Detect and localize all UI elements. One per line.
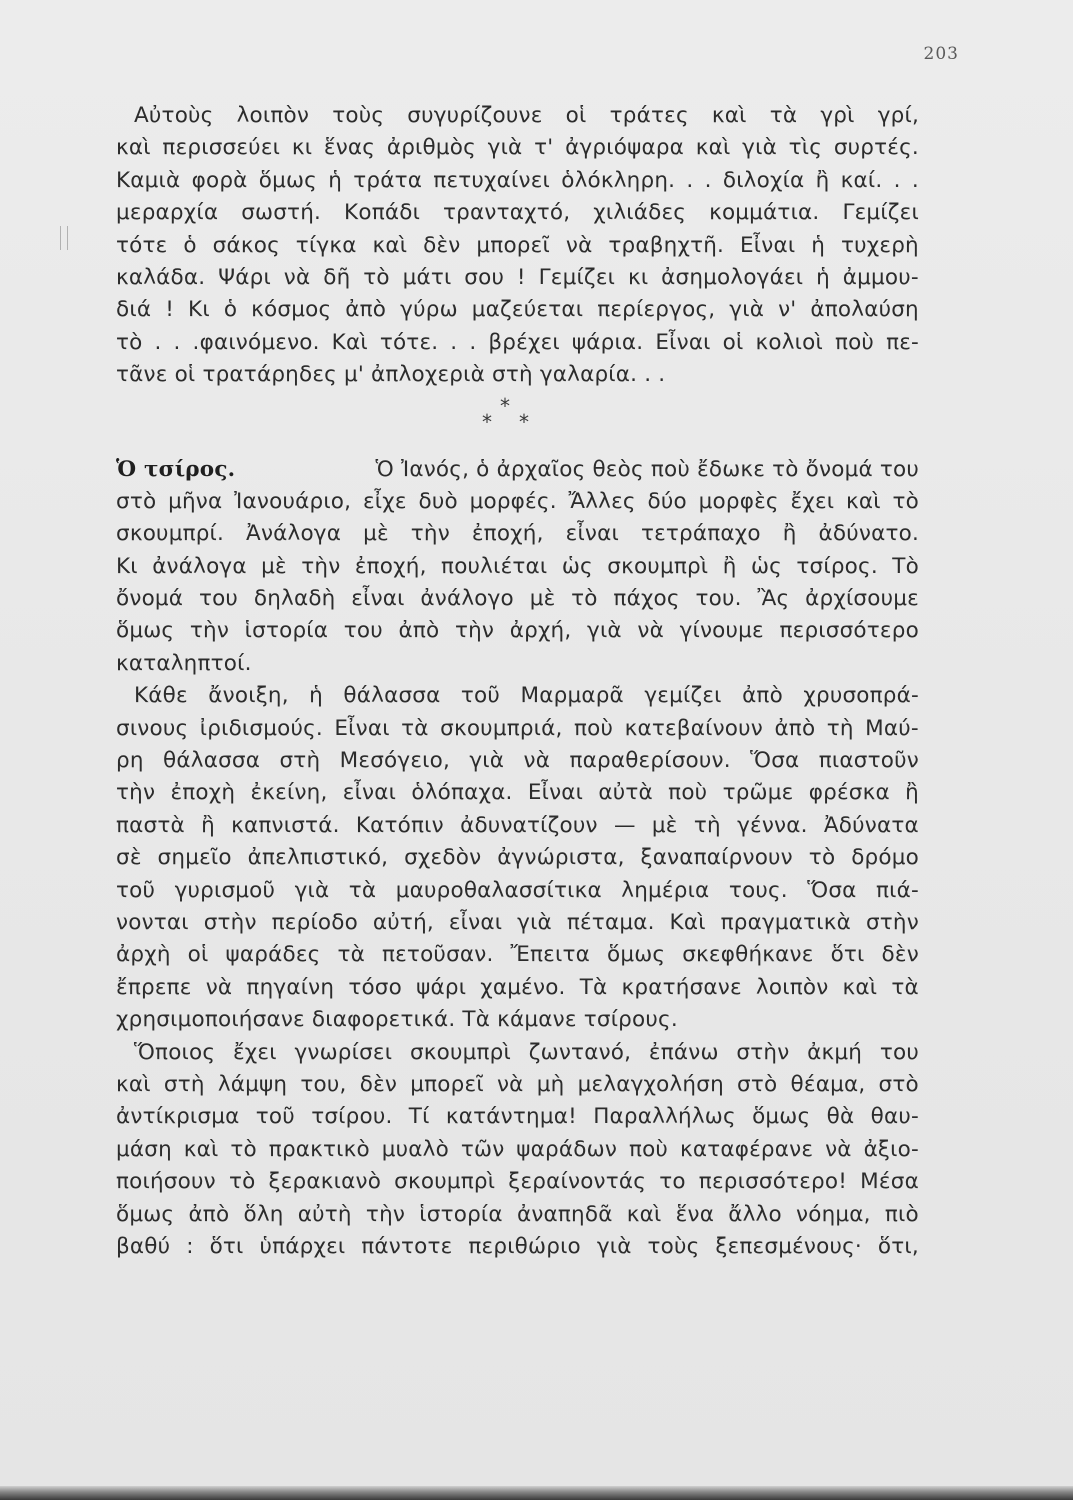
scan-bottom-edge xyxy=(0,1486,1073,1500)
asterisk: * xyxy=(519,409,530,434)
text-line: παστὰ ἢ καπνιστά. Κατόπιν ἀδυνατίζουν — μὲ τὴ γέννα. Ἀδύνατα xyxy=(116,812,919,838)
text-line: ἀρχὴ οἱ ψαράδες τὰ πετοῦσαν. Ἔπειτα ὅμως σκεφθήκανε ὅτι δὲν xyxy=(116,942,919,968)
text-line: σκουμπρί. Ἀνάλογα μὲ τὴν ἐποχή, εἶναι τετράπαχο ἢ ἀδύνατο. xyxy=(116,521,919,547)
margin-mark xyxy=(60,226,68,250)
text-line: Καμιὰ φορὰ ὅμως ἡ τράτα πετυχαίνει ὁλόκληρη. . . διλοχία ἢ καί. . . xyxy=(116,167,919,193)
text-line: νονται στὴν περίοδο αὐτή, εἶναι γιὰ πέταμα. Καὶ πραγματικὰ στὴν xyxy=(116,909,919,935)
text-line: Κι ἀνάλογα μὲ τὴν ἐποχή, πουλιέται ὡς σκουμπρὶ ἢ ὡς τσίρος. Τὸ xyxy=(116,553,919,579)
asterisk: * xyxy=(482,409,493,434)
text-line: τοῦ γυρισμοῦ γιὰ τὰ μαυροθαλασσίτικα λημέρια τους. Ὅσα πιά- xyxy=(116,877,919,903)
text-line: ὅμως τὴν ἱστορία του ἀπὸ τὴν ἀρχή, γιὰ νὰ γίνουμε περισσότερο xyxy=(116,618,919,644)
text-line: στὸ μῆνα Ἰανουάριο, εἶχε δυὸ μορφές. Ἄλλες δύο μορφὲς ἔχει καὶ τὸ xyxy=(116,488,919,514)
text-line: διά ! Κι ὁ κόσμος ἀπὸ γύρω μαζεύεται περίεργος, γιὰ ν' ἀπολαύση xyxy=(116,297,919,323)
text-line: καταληπτοί. xyxy=(116,650,252,676)
text-line xyxy=(116,454,919,486)
text-line: βαθύ : ὅτι ὑπάρχει πάντοτε περιθώριο γιὰ τοὺς ξεπεσμένους· ὅτι, xyxy=(116,1233,919,1259)
section-separator xyxy=(116,392,919,454)
text-line: ρη θάλασσα στὴ Μεσόγειο, γιὰ νὰ παραθερίσουν. Ὅσα πιαστοῦν xyxy=(116,748,919,774)
asterisk: * xyxy=(500,393,511,418)
text-line: ἀντίκρισμα τοῦ τσίρου. Τί κατάντημα! Παραλλήλως ὅμως θὰ θαυ- xyxy=(116,1104,919,1130)
text-line: τᾶνε οἱ τρατάρηδες μ' ἀπλοχεριὰ στὴ γαλαρία. . . xyxy=(116,362,666,388)
paragraph-1 xyxy=(116,100,919,392)
page-number: 203 xyxy=(923,44,959,64)
text-line: Αὐτοὺς λοιπὸν τοὺς συγυρίζουνε οἱ τράτες καὶ τὰ γρὶ γρί, xyxy=(134,103,919,128)
text-line: Κάθε ἄνοιξη, ἡ θάλασσα τοῦ Μαρμαρᾶ γεμίζει ἀπὸ χρυσοπρά- xyxy=(134,683,919,709)
paragraph-3 xyxy=(116,680,919,1036)
text-line: ὅμως ἀπὸ ὅλη αὐτὴ τὴν ἱστορία ἀναπηδᾶ καὶ ἕνα ἄλλο νόημα, πιὸ xyxy=(116,1201,919,1227)
text-line: τότε ὁ σάκος τίγκα καὶ δὲν μπορεῖ νὰ τραβηχτῆ. Εἶναι ἡ τυχερὴ xyxy=(116,232,919,258)
text-line: καὶ στὴ λάμψη του, δὲν μπορεῖ νὰ μὴ μελαγχολήση στὸ θέαμα, στὸ xyxy=(116,1071,919,1097)
text-column xyxy=(116,100,919,1263)
section-heading: Ὁ τσίρος. xyxy=(116,456,236,482)
text-line-rest: Ὁ Ἰανός, ὁ ἀρχαῖος θεὸς ποὺ ἔδωκε τὸ ὄνομά του xyxy=(375,456,919,482)
text-line: μάση καὶ τὸ πρακτικὸ μυαλὸ τῶν ψαράδων ποὺ καταφέρανε νὰ ἀξιο- xyxy=(116,1136,919,1162)
text-line: σινους ἰριδισμούς. Εἶναι τὰ σκουμπριά, ποὺ κατεβαίνουν ἀπὸ τὴ Μαύ- xyxy=(116,715,919,741)
text-line: ὄνομά του δηλαδὴ εἶναι ἀνάλογο μὲ τὸ πάχος του. Ἂς ἀρχίσουμε xyxy=(116,586,919,612)
text-line: χρησιμοποιήσανε διαφορετικά. Τὰ κάμανε τσίρους. xyxy=(116,1007,678,1033)
paragraph-2 xyxy=(116,454,919,681)
text-line: Ὅποιος ἔχει γνωρίσει σκουμπρὶ ζωντανό, ἐπάνω στὴν ἀκμή του xyxy=(134,1039,919,1065)
text-line: τὴν ἐποχὴ ἐκείνη, εἶναι ὁλόπαχα. Εἶναι αὐτὰ ποὺ τρῶμε φρέσκα ἢ xyxy=(116,780,919,806)
text-line: σὲ σημεῖο ἀπελπιστικό, σχεδὸν ἀγνώριστα, ξαναπαίρνουν τὸ δρόμο xyxy=(116,845,919,871)
text-line: τὸ . . .φαινόμενο. Καὶ τότε. . . βρέχει ψάρια. Εἶναι οἱ κολιοὶ ποὺ πε- xyxy=(116,329,919,355)
text-line: ποιήσουν τὸ ξερακιανὸ σκουμπρὶ ξεραίνοντάς το περισσότερο! Μέσα xyxy=(116,1169,919,1195)
paragraph-4 xyxy=(116,1037,919,1264)
text-line: μεραρχία σωστή. Κοπάδι τρανταχτό, χιλιάδες κομμάτια. Γεμίζει xyxy=(116,200,919,226)
text-line: καλάδα. Ψάρι νὰ δῆ τὸ μάτι σου ! Γεμίζει κι ἀσημολογάει ἡ ἀμμου- xyxy=(116,264,919,290)
text-line: καὶ περισσεύει κι ἕνας ἀριθμὸς γιὰ τ' ἀγριόψαρα καὶ γιὰ τὶς συρτές. xyxy=(116,135,919,161)
text-line: ἔπρεπε νὰ πηγαίνη τόσο ψάρι χαμένο. Τὰ κρατήσανε λοιπὸν καὶ τὰ xyxy=(116,974,919,1000)
